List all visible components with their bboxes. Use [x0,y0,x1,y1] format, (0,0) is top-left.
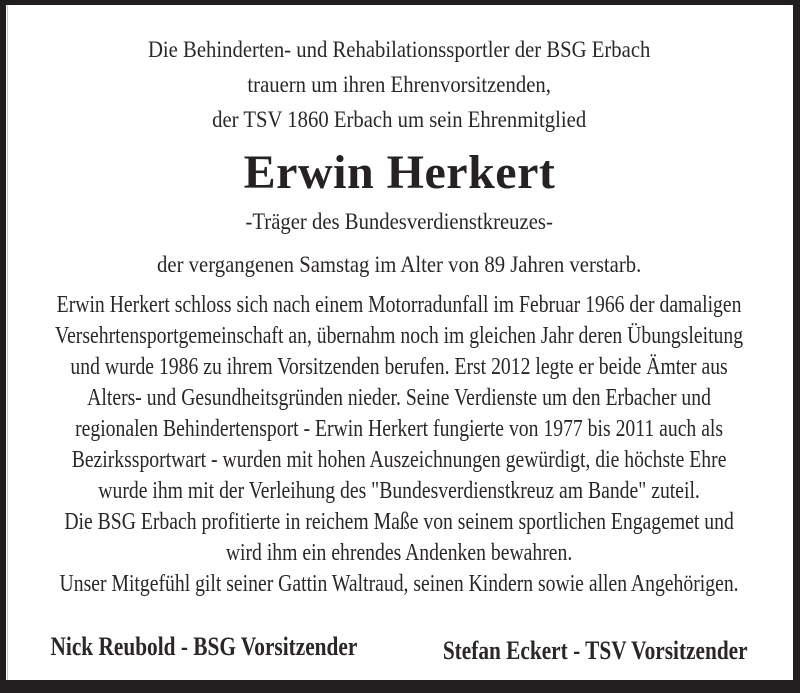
body-line: Versehrtensportgemeinschaft an, übernahm noch im gleichen Jahr deren Übungsleitung [55,323,744,349]
body-line: Die BSG Erbach profitierte in reichem Maße von seinem sportlichen Engagemet und [64,509,735,535]
body-line: Bezirkssportwart - wurden mit hohen Auszeichnungen gewürdigt, die höchste Ehre [72,447,727,473]
deceased-name: Erwin Herkert [243,146,556,199]
intro-line: trauern um ihren Ehrenvorsitzenden, [247,72,552,97]
body-line: wurde ihm mit der Verleihung des "Bundesverdienstkreuz am Bande" zuteil. [98,478,701,504]
body-line: und wurde 1986 zu ihrem Vorsitzenden berufen. Erst 2012 legte er beide Ämter aus [70,354,729,380]
intro-block [6,32,793,137]
body-line: wird ihm ein ehrendes Andenken bewahren. [226,540,573,566]
death-statement: der vergangenen Samstag im Alter von 89 Jahren verstarb. [157,252,642,277]
signatures-row [6,631,793,663]
honor-subtitle: -Träger des Bundesverdienstkreuzes- [245,209,554,234]
signature-tsv-chairman: Stefan Eckert - TSV Vorsitzender [443,636,749,665]
intro-line: der TSV 1860 Erbach um sein Ehrenmitglied [212,107,587,132]
obituary-body [6,290,793,600]
signature-bsg-chairman: Nick Reubold - BSG Vorsitzender [50,632,358,661]
body-line: Erwin Herkert schloss sich nach einem Motorradunfall im Februar 1966 der damaligen [57,292,742,318]
intro-line: Die Behinderten- und Rehabilationssportler der BSG Erbach [148,37,651,62]
body-line: regionalen Behindertensport - Erwin Herkert fungierte von 1977 bis 2011 auch als [75,416,724,442]
body-line: Unser Mitgefühl gilt seiner Gattin Waltraud, seinen Kindern sowie allen Angehörigen. [59,571,740,597]
notice-content-area [6,5,793,680]
body-line: Alters- und Gesundheitsgründen nieder. Seine Verdienste um den Erbacher und [87,385,712,411]
